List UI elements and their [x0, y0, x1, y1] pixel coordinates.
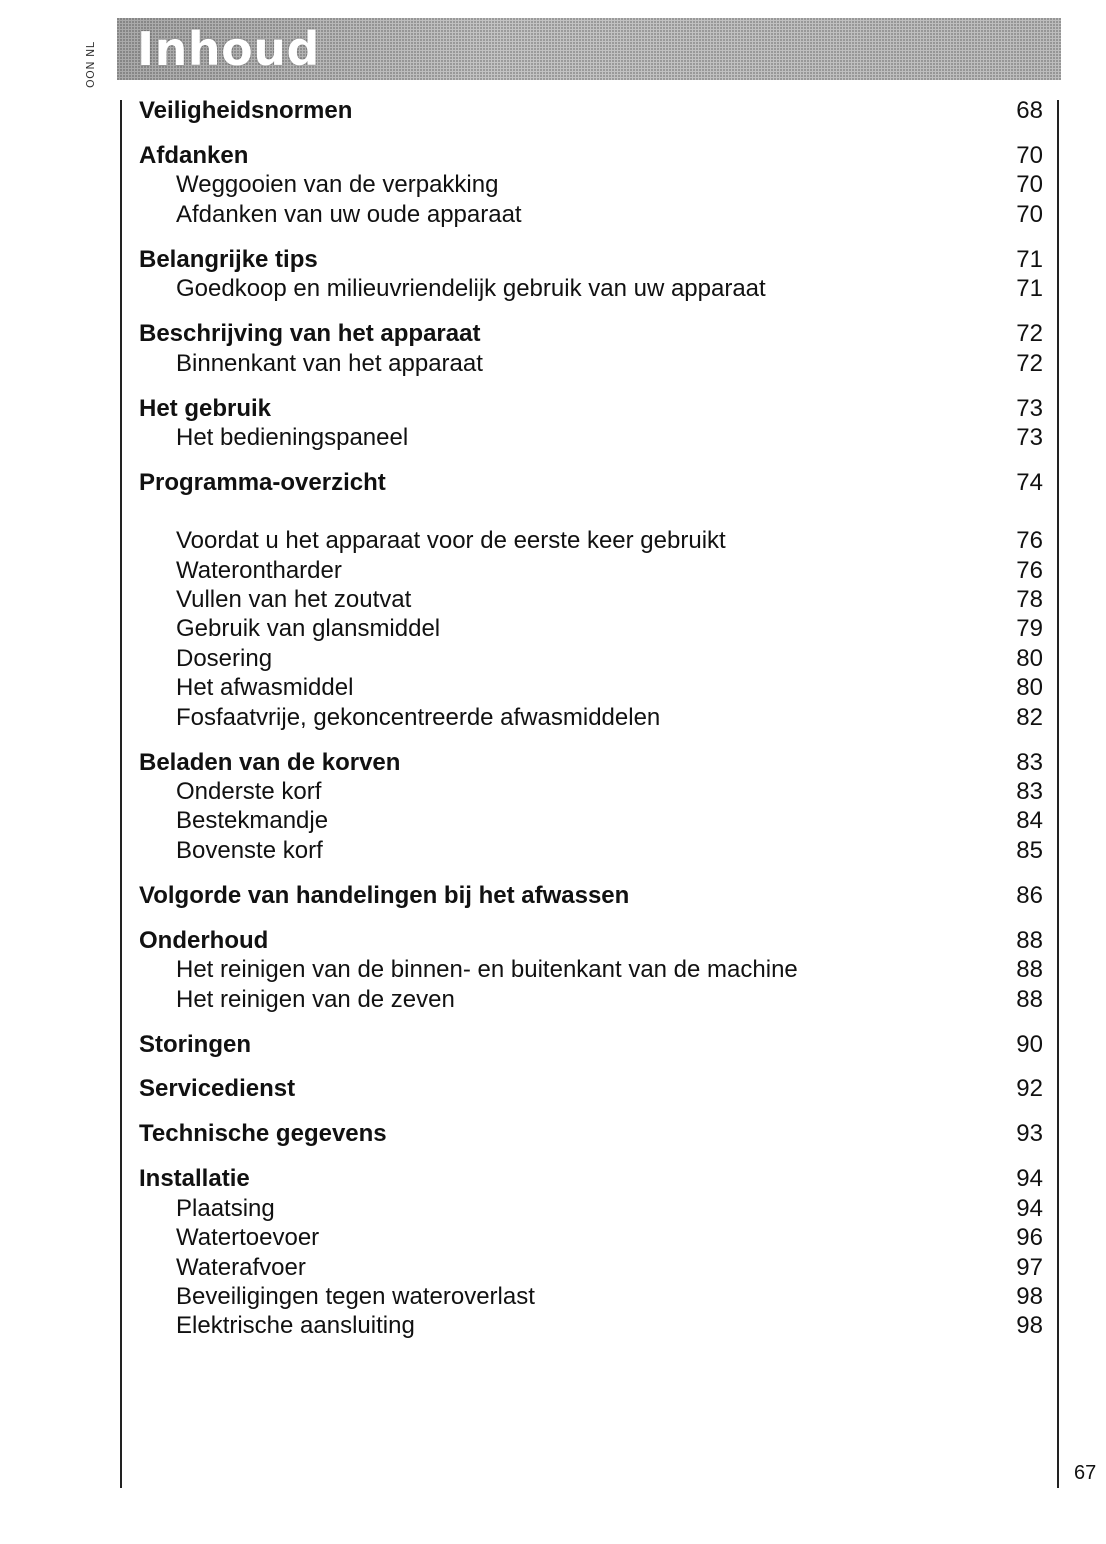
toc-subsection: [139, 703, 1043, 732]
toc-page-number: 72: [1016, 320, 1043, 348]
toc-section: [139, 1030, 1043, 1059]
toc-page-number: 83: [1016, 777, 1043, 805]
toc-label: Het reinigen van de binnen- en buitenkant van de machine: [176, 956, 798, 984]
toc-label: Volgorde van handelingen bij het afwassen: [139, 881, 630, 909]
toc-subsection: [139, 423, 1043, 452]
toc-label: Het afwasmiddel: [176, 674, 354, 702]
toc-subsection: [139, 985, 1043, 1014]
toc-page-number: 78: [1016, 586, 1043, 614]
toc-subsection: [139, 274, 1043, 303]
toc-label: Belangrijke tips: [139, 245, 318, 273]
toc-subsection: [139, 836, 1043, 865]
toc-section: [139, 96, 1043, 125]
toc-page-number: 94: [1016, 1194, 1043, 1222]
toc-page-number: 70: [1016, 200, 1043, 228]
toc-subsection: [139, 955, 1043, 984]
toc-label: Bovenste korf: [176, 836, 323, 864]
toc-label: Dosering: [176, 644, 273, 672]
toc-section: [139, 881, 1043, 910]
toc-label: Goedkoop en milieuvriendelijk gebruik van uw apparaat: [176, 275, 766, 303]
toc-page-number: 90: [1016, 1030, 1043, 1058]
toc-page-number: 92: [1016, 1075, 1043, 1103]
toc-page-number: 68: [1016, 97, 1043, 124]
toc-section: [139, 1119, 1043, 1148]
toc-page-number: 70: [1016, 171, 1043, 199]
toc-label: Beladen van de korven: [139, 748, 401, 776]
toc-section: [139, 319, 1043, 348]
toc-subsection: [139, 200, 1043, 229]
toc-page-number: 88: [1016, 956, 1043, 984]
toc-section: [139, 468, 1043, 497]
toc-page-number: 74: [1016, 468, 1043, 496]
toc-page-number: 93: [1016, 1120, 1043, 1148]
toc-label: Weggooien van de verpakking: [176, 171, 499, 199]
toc-subsection: [139, 526, 1043, 555]
toc-label: Afdanken van uw oude apparaat: [176, 200, 522, 228]
toc-page-number: 98: [1016, 1283, 1043, 1311]
toc-label: Storingen: [139, 1030, 251, 1058]
toc-label: Plaatsing: [176, 1194, 275, 1222]
toc-page-number: 80: [1016, 674, 1043, 702]
toc-label: Beveiligingen tegen wateroverlast: [176, 1283, 535, 1311]
toc-section: [139, 141, 1043, 170]
toc-section: [139, 394, 1043, 423]
toc-page-number: 71: [1016, 245, 1043, 273]
toc-subsection: [139, 585, 1043, 614]
toc-label: Binnenkant van het apparaat: [176, 349, 483, 377]
toc-label: Watertoevoer: [176, 1224, 320, 1252]
toc-subsection: [139, 806, 1043, 835]
toc-label: Fosfaatvrije, gekoncentreerde afwasmiddelen: [176, 703, 661, 731]
toc-label: Het gebruik: [139, 394, 272, 422]
toc-page-number: 83: [1016, 748, 1043, 776]
toc-subsection: [139, 644, 1043, 673]
toc-label: Het reinigen van de zeven: [176, 985, 455, 1013]
toc-label: Voordat u het apparaat voor de eerste keer gebruikt: [176, 527, 726, 555]
toc-label: Onderhoud: [139, 926, 269, 954]
toc-subsection: [139, 1253, 1043, 1282]
toc-section: [139, 245, 1043, 274]
toc-label: Bestekmandje: [176, 807, 329, 835]
left-rule: [120, 100, 122, 1488]
toc-page-number: 71: [1016, 275, 1043, 303]
toc-page-number: 96: [1016, 1224, 1043, 1252]
toc-subsection: [139, 614, 1043, 643]
toc-label: Programma-overzicht: [139, 468, 386, 496]
toc-section: [139, 1164, 1043, 1193]
toc-label: Servicedienst: [139, 1075, 296, 1103]
toc-page-number: 98: [1016, 1312, 1043, 1340]
toc-label: Onderste korf: [176, 777, 322, 805]
toc-label: Waterontharder: [176, 556, 342, 584]
toc-page-number: 72: [1016, 349, 1043, 377]
toc-label: Installatie: [139, 1165, 250, 1193]
page-number: 67: [1074, 1462, 1097, 1484]
toc-page-number: 84: [1016, 807, 1043, 835]
toc-page-number: 85: [1016, 836, 1043, 864]
toc-subsection: [139, 777, 1043, 806]
toc-section: [139, 926, 1043, 955]
toc-page-number: 86: [1016, 881, 1043, 909]
toc-page-number: 76: [1016, 556, 1043, 584]
toc-page-number: 73: [1016, 394, 1043, 422]
toc-subsection: [139, 349, 1043, 378]
toc-page-number: 88: [1016, 985, 1043, 1013]
page-title: Inhoud: [137, 22, 320, 76]
toc-subsection: [139, 556, 1043, 585]
toc-subsection: [139, 1282, 1043, 1311]
toc-page-number: 97: [1016, 1253, 1043, 1281]
toc-label: Het bedieningspaneel: [176, 423, 409, 451]
toc-page-number: 80: [1016, 644, 1043, 672]
toc-label: Vullen van het zoutvat: [176, 586, 412, 614]
toc-label: Veiligheidsnormen: [139, 97, 353, 124]
toc-page-number: 79: [1016, 615, 1043, 643]
toc-subsection: [139, 1223, 1043, 1252]
toc-section: [139, 1074, 1043, 1103]
document-code: OON NL: [84, 41, 97, 88]
toc-page-number: 73: [1016, 423, 1043, 451]
toc-section: [139, 748, 1043, 777]
toc-page-number: 94: [1016, 1165, 1043, 1193]
toc-label: Technische gegevens: [139, 1120, 387, 1148]
toc-label: Waterafvoer: [176, 1253, 306, 1281]
right-rule: [1057, 100, 1059, 1488]
toc-label: Beschrijving van het apparaat: [139, 320, 481, 348]
toc-subsection: [139, 1311, 1043, 1340]
toc-page-number: 88: [1016, 926, 1043, 954]
toc-page-number: 70: [1016, 141, 1043, 169]
toc-subsection: [139, 673, 1043, 702]
toc-label: Afdanken: [139, 141, 249, 169]
toc-subsection: [139, 1194, 1043, 1223]
toc-subsection: [139, 170, 1043, 199]
toc-label: Gebruik van glansmiddel: [176, 615, 441, 643]
toc-page-number: 82: [1016, 703, 1043, 731]
toc-page-number: 76: [1016, 527, 1043, 555]
header-bar: [117, 18, 1061, 80]
toc-label: Elektrische aansluiting: [176, 1312, 415, 1340]
table-of-contents: [139, 96, 1043, 1341]
